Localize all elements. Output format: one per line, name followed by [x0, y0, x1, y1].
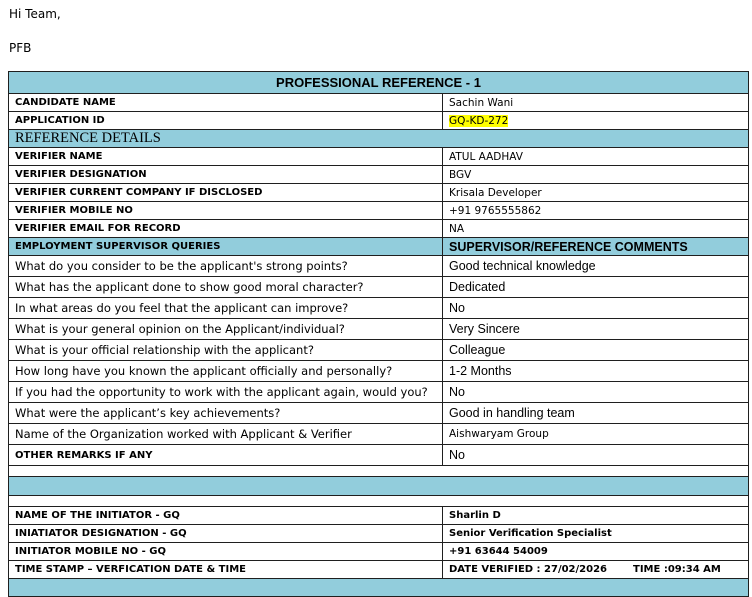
question-row [9, 256, 749, 277]
organization-row [9, 424, 749, 445]
answer-text: No [443, 382, 749, 403]
separator-cell [9, 477, 749, 496]
separator-bar [9, 477, 749, 496]
application-id-label: APPLICATION ID [9, 112, 443, 130]
candidate-name-value: Sachin Wani [443, 94, 749, 112]
candidate-name-label: CANDIDATE NAME [9, 94, 443, 112]
question-row [9, 382, 749, 403]
answer-text: 1-2 Months [443, 361, 749, 382]
answer-text: Good technical knowledge [443, 256, 749, 277]
initiator-value: Senior Verification Specialist [443, 525, 749, 543]
verifier-row [9, 148, 749, 166]
application-id-row [9, 112, 749, 130]
question-row [9, 361, 749, 382]
spacer-row [9, 466, 749, 477]
initiator-value: +91 63644 54009 [443, 543, 749, 561]
time-verified: TIME :09:34 AM [633, 564, 721, 575]
timestamp-value [443, 561, 749, 579]
other-remarks-label: OTHER REMARKS IF ANY [9, 445, 443, 466]
initiator-row [9, 543, 749, 561]
verifier-label: VERIFIER EMAIL FOR RECORD [9, 220, 443, 238]
other-remarks-row [9, 445, 749, 466]
question-text: If you had the opportunity to work with the applicant again, would you? [9, 382, 443, 403]
title-row [9, 72, 749, 94]
verifier-value: +91 9765555862 [443, 202, 749, 220]
initiator-row [9, 525, 749, 543]
question-text: What is your official relationship with the applicant? [9, 340, 443, 361]
question-row [9, 403, 749, 424]
timestamp-label: TIME STAMP – VERFICATION DATE & TIME [9, 561, 443, 579]
verifier-row [9, 220, 749, 238]
verifier-row [9, 184, 749, 202]
verifier-row [9, 166, 749, 184]
verifier-value: BGV [443, 166, 749, 184]
initiator-row [9, 507, 749, 525]
candidate-name-row [9, 94, 749, 112]
question-row [9, 298, 749, 319]
spacer-row [9, 496, 749, 507]
organization-value: Aishwaryam Group [443, 424, 749, 445]
question-text: What were the applicant’s key achievements? [9, 403, 443, 424]
spacer-cell [9, 496, 749, 507]
answer-text: No [443, 298, 749, 319]
verifier-value: NA [443, 220, 749, 238]
professional-reference-table [8, 71, 749, 597]
initiator-label: NAME OF THE INITIATOR - GQ [9, 507, 443, 525]
timestamp-row [9, 561, 749, 579]
initiator-label: INIATIATOR DESIGNATION - GQ [9, 525, 443, 543]
greeting-text: Hi Team, [9, 7, 61, 21]
verifier-label: VERIFIER MOBILE NO [9, 202, 443, 220]
initiator-label: INITIATOR MOBILE NO - GQ [9, 543, 443, 561]
organization-label: Name of the Organization worked with Applicant & Verifier [9, 424, 443, 445]
question-text: What do you consider to be the applicant's strong points? [9, 256, 443, 277]
reference-details-header: REFERENCE DETAILS [9, 130, 749, 148]
verifier-label: VERIFIER NAME [9, 148, 443, 166]
question-text: How long have you known the applicant officially and personally? [9, 361, 443, 382]
verifier-row [9, 202, 749, 220]
answer-text: Dedicated [443, 277, 749, 298]
reference-details-row [9, 130, 749, 148]
form-title: PROFESSIONAL REFERENCE - 1 [9, 72, 749, 94]
other-remarks-value: No [443, 445, 749, 466]
intro-text: PFB [9, 41, 32, 55]
comments-header: SUPERVISOR/REFERENCE COMMENTS [443, 238, 749, 256]
verifier-label: VERIFIER DESIGNATION [9, 166, 443, 184]
footer-bar [9, 579, 749, 597]
application-id-value: GQ-KD-272 [449, 114, 509, 127]
spacer-cell [9, 466, 749, 477]
answer-text: Good in handling team [443, 403, 749, 424]
question-text: What has the applicant done to show good moral character? [9, 277, 443, 298]
queries-header-row [9, 238, 749, 256]
verifier-value: ATUL AADHAV [443, 148, 749, 166]
footer-cell [9, 579, 749, 597]
date-verified: DATE VERIFIED : 27/02/2026 [449, 564, 608, 575]
question-row [9, 319, 749, 340]
question-row [9, 277, 749, 298]
answer-text: Very Sincere [443, 319, 749, 340]
initiator-value: Sharlin D [443, 507, 749, 525]
verifier-label: VERIFIER CURRENT COMPANY IF DISCLOSED [9, 184, 443, 202]
verifier-value: Krisala Developer [443, 184, 749, 202]
answer-text: Colleague [443, 340, 749, 361]
queries-header: EMPLOYMENT SUPERVISOR QUERIES [9, 238, 443, 256]
question-row [9, 340, 749, 361]
question-text: In what areas do you feel that the applicant can improve? [9, 298, 443, 319]
question-text: What is your general opinion on the Applicant/individual? [9, 319, 443, 340]
